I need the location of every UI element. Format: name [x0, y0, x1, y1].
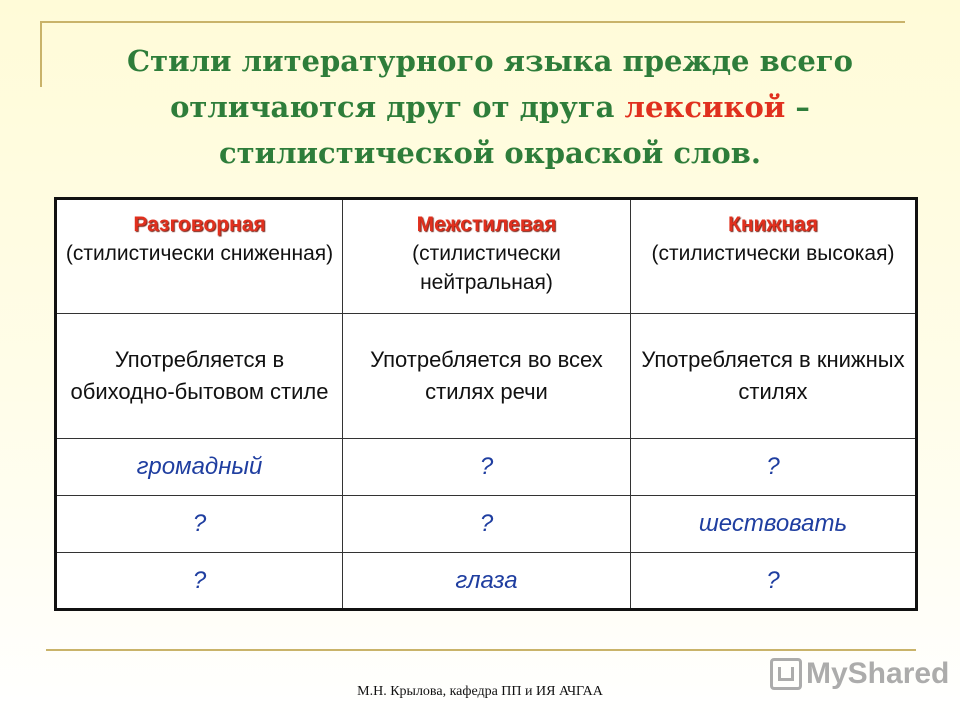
- left-accent-line: [40, 21, 42, 87]
- title-accent: лексикой: [624, 90, 786, 124]
- footer-credit: М.Н. Крылова, кафедра ПП и ИЯ АЧГАА: [357, 684, 603, 699]
- description-cell: Употребляется в книжных стилях: [630, 314, 916, 439]
- header-note: (стилистически высокая): [651, 242, 895, 265]
- example-cell: ?: [343, 439, 631, 496]
- example-cell: громадный: [56, 439, 343, 496]
- description-cell: Употребляется в обиходно-бытовом стиле: [56, 314, 343, 439]
- header-note: (стилистически нейтральная): [412, 242, 561, 294]
- title-part1: Стили литературного языка прежде всего отличаются друг от друга: [127, 44, 853, 124]
- top-divider: [40, 21, 905, 23]
- header-name: Межстилевая: [416, 213, 557, 236]
- description-cell: Употребляется во всех стилях речи: [343, 314, 631, 439]
- example-row: [56, 553, 917, 610]
- example-row: [56, 496, 917, 553]
- vocabulary-styles-table: [54, 197, 918, 611]
- bottom-divider: [46, 649, 916, 651]
- watermark-text: MyShared: [806, 657, 950, 690]
- header-cell-bookish: [630, 199, 916, 314]
- example-row: [56, 439, 917, 496]
- header-name: Разговорная: [133, 213, 266, 236]
- example-cell: ?: [56, 553, 343, 610]
- header-name: Книжная: [728, 213, 818, 236]
- header-cell-neutral: [343, 199, 631, 314]
- header-row: [56, 199, 917, 314]
- title-part2: – стилистической окраской слов.: [218, 90, 810, 170]
- example-cell: ?: [343, 496, 631, 553]
- example-cell: ?: [56, 496, 343, 553]
- slide-title: [60, 38, 920, 176]
- example-cell: ?: [630, 553, 916, 610]
- example-cell: ?: [630, 439, 916, 496]
- header-cell-colloquial: [56, 199, 343, 314]
- example-cell: шествовать: [630, 496, 916, 553]
- description-row: [56, 314, 917, 439]
- header-note: (стилистически сниженная): [65, 242, 334, 265]
- example-cell: глаза: [343, 553, 631, 610]
